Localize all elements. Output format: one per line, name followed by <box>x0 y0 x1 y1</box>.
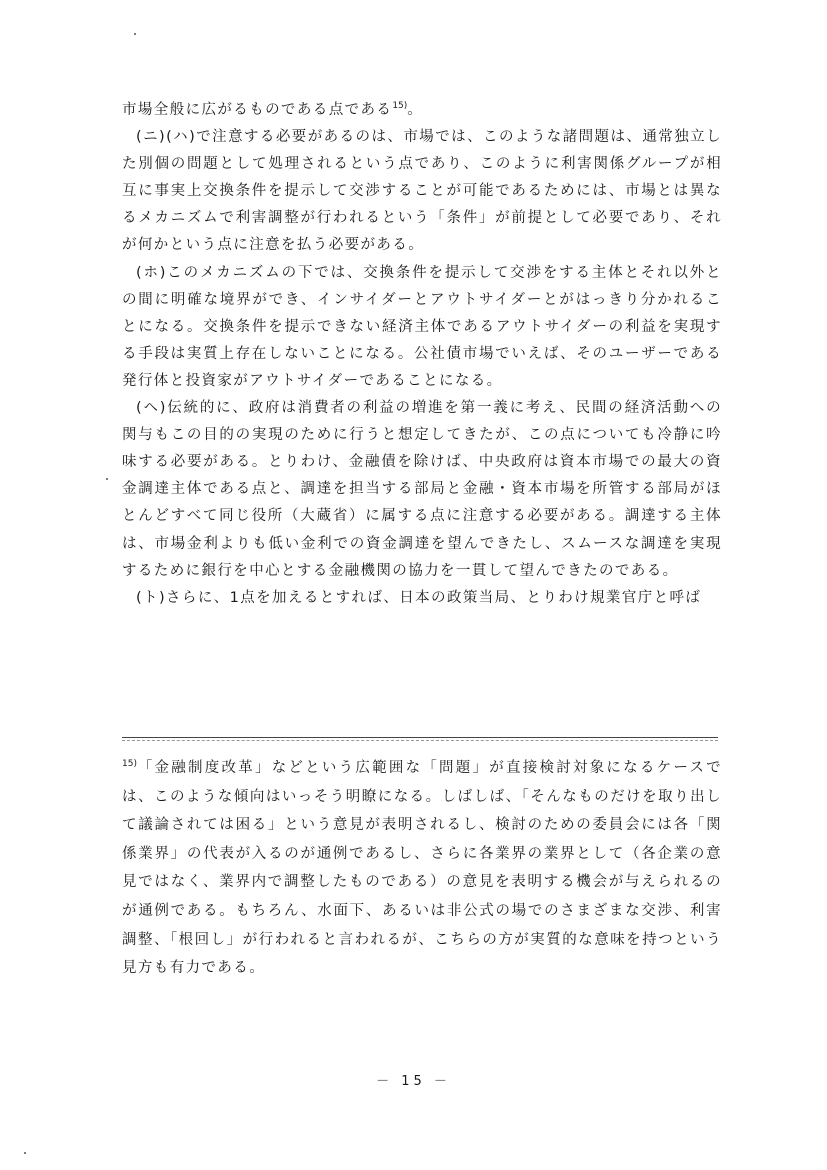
footnote-mark: 15) <box>122 759 137 769</box>
body-text <box>122 93 722 612</box>
paragraph-end: 。 <box>407 102 424 118</box>
footnote <box>122 750 722 983</box>
paragraph-ho: (ホ)このメカニズムの下では、交換条件を提示して交渉をする主体とそれ以外との間に明確な境界ができ、インサイダーとアウトサイダーとがはっきり分かれることになる。交換条件を提示できない経済主体であるアウトサイダーの利益を実現する手段は実質上存在しないことになる。公社債市場でいえば、そのユーザーである発行体と投資家がアウトサイダーであることになる。 <box>122 264 722 389</box>
scan-speck <box>24 1152 26 1154</box>
paragraph-to: (ト)さらに、1点を加えるとすれば、日本の政策当局、とりわけ規業官庁と呼ば <box>136 589 702 606</box>
scan-speck <box>134 33 136 35</box>
footnote-divider <box>122 737 718 738</box>
page-number: － 15 － <box>376 1074 451 1089</box>
paragraph-continuation <box>122 93 722 124</box>
scan-speck <box>106 478 108 480</box>
footnote-text: 「金融制度改革」などという広範囲な「問題」が直接検討対象になるケースでは、このような傾向はいっそう明瞭になる。しばしば、「そんなものだけを取り出して議論されては困る」という意見が表明されるし、検討のための委員会には各「関係業界」の代表が入るのが通例であるし、さらに各業界の業界として（各企業の意見ではなく、業界内で調整したものである）の意見を表明する機会が与えられるのが通例である。もちろん、水面下、あるいは非公式の場でのさまざまな交渉、利害調整、「根回し」が行われると言われるが、こちらの方が実質的な意味を持つという見方も有力である。 <box>122 760 722 977</box>
footnote-reference: 15) <box>392 101 408 111</box>
paragraph-ni: (ニ)(ハ)で注意する必要があるのは、市場では、このような諸問題は、通常独立した別個の問題として処理されるという点であり、このように利害関係グループが相互に事実上交換条件を提示して交渉することが可能であるためには、市場とは異なるメカニズムで利害調整が行われるという「条件」が前提として必要であり、それが何かという点に注意を払う必要がある。 <box>122 129 722 254</box>
paragraph-he: (ヘ)伝統的に、政府は消費者の利益の増進を第一義に考え、民間の経済活動への関与もこの目的の実現のために行うと想定してきたが、この点についても冷静に吟味する必要がある。とりわけ、金融債を除けば、中央政府は資本市場での最大の資金調達主体である点と、調達を担当する部局と金融・資本市場を所管する部局がほとんどすべて同じ役所（大蔵省）に属する点に注意する必要がある。調達する主体は、市場金利よりも低い金利での資金調達を望んできたし、スムースな調達を実現するために銀行を中心とする金融機関の協力を一貫して望んできたのである。 <box>122 400 722 579</box>
footnote-paragraph <box>122 750 722 983</box>
paragraph-text: 市場全般に広がるものである点である <box>122 102 393 118</box>
